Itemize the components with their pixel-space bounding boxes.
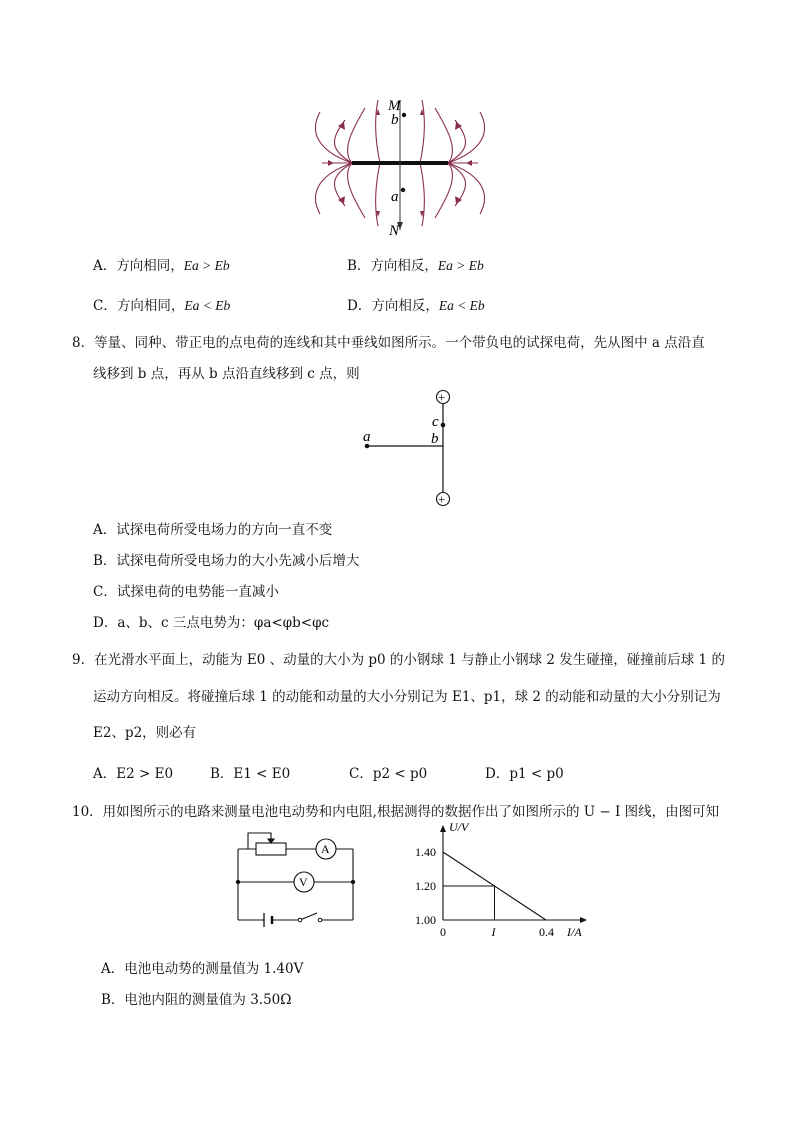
label-N: N: [389, 223, 400, 239]
y-axis-arrow: [440, 825, 446, 832]
x-tick-label: 0.4: [539, 925, 554, 939]
y-tick-label: 1.00: [415, 913, 436, 927]
plus-sign-bottom: +: [438, 491, 446, 507]
label-c: c: [432, 414, 439, 430]
label-b: b: [391, 112, 399, 128]
q8-option-c[interactable]: C．试探电荷的电势能一直减小: [93, 584, 279, 600]
q7-option-d[interactable]: D．方向相反，Ea < Eb: [347, 298, 485, 314]
q8-option-d[interactable]: D．a、b、c 三点电势为：φa<φb<φc: [93, 615, 330, 631]
q10-option-b[interactable]: B．电池内阻的测量值为 3.50Ω: [101, 992, 292, 1008]
y-tick-label: 1.40: [415, 845, 436, 859]
q8-stem-line2: 线移到 b 点，再从 b 点沿直线移到 c 点，则: [93, 366, 360, 382]
q7-option-b[interactable]: B．方向相反，Ea > Eb: [347, 258, 484, 274]
plus-sign-top: +: [438, 389, 446, 405]
y-tick-label: 1.20: [415, 879, 436, 893]
label-a: a: [363, 429, 371, 445]
q10-stem: 10．用如图所示的电路来测量电池电动势和内电阻,根据测得的数据作出了如图所示的 U − I 图线，由图可知: [72, 804, 720, 820]
label-b: b: [431, 431, 439, 447]
q10-option-a[interactable]: A．电池电动势的测量值为 1.40V: [101, 961, 304, 977]
x-axis-label: I/A: [567, 925, 582, 939]
y-axis-label: U/V: [449, 820, 469, 834]
x-axis-arrow: [580, 917, 587, 923]
label-M: M: [388, 98, 401, 114]
q9-stem-line2: 运动方向相反。将碰撞后球 1 的动能和动量的大小分别记为 E1、p1，球 2 的动能和动量的大小分别记为: [93, 689, 721, 705]
q9-stem-line3: E2、p2，则必有: [93, 725, 197, 741]
q9-stem-line1: 9．在光滑水平面上，动能为 E0 、动量的大小为 p0 的小钢球 1 与静止小钢球 2 发生碰撞，碰撞前后球 1 的: [72, 652, 725, 668]
ammeter-label: A: [321, 842, 330, 856]
label-a: a: [391, 189, 399, 205]
q9-option-d[interactable]: D．p1 < p0: [485, 766, 564, 782]
q8-option-a[interactable]: A．试探电荷所受电场力的方向一直不变: [93, 522, 333, 538]
q7-option-a[interactable]: A．方向相同，Ea > Eb: [93, 258, 230, 274]
q7-option-c[interactable]: C．方向相同，Ea < Eb: [93, 298, 231, 314]
x-tick-label: 0: [440, 925, 446, 939]
x-tick-label: I: [491, 925, 496, 939]
q8-option-b[interactable]: B．试探电荷所受电场力的大小先减小后增大: [93, 553, 360, 569]
q9-option-c[interactable]: C．p2 < p0: [349, 766, 428, 782]
q9-option-a[interactable]: A．E2 > E0: [93, 766, 174, 782]
q9-option-b[interactable]: B．E1 < E0: [210, 766, 291, 782]
q8-stem-line1: 8．等量、同种、带正电的点电荷的连线和其中垂线如图所示。一个带负电的试探电荷，先从图中 a 点沿直: [72, 335, 705, 351]
voltmeter-label: V: [299, 875, 308, 889]
